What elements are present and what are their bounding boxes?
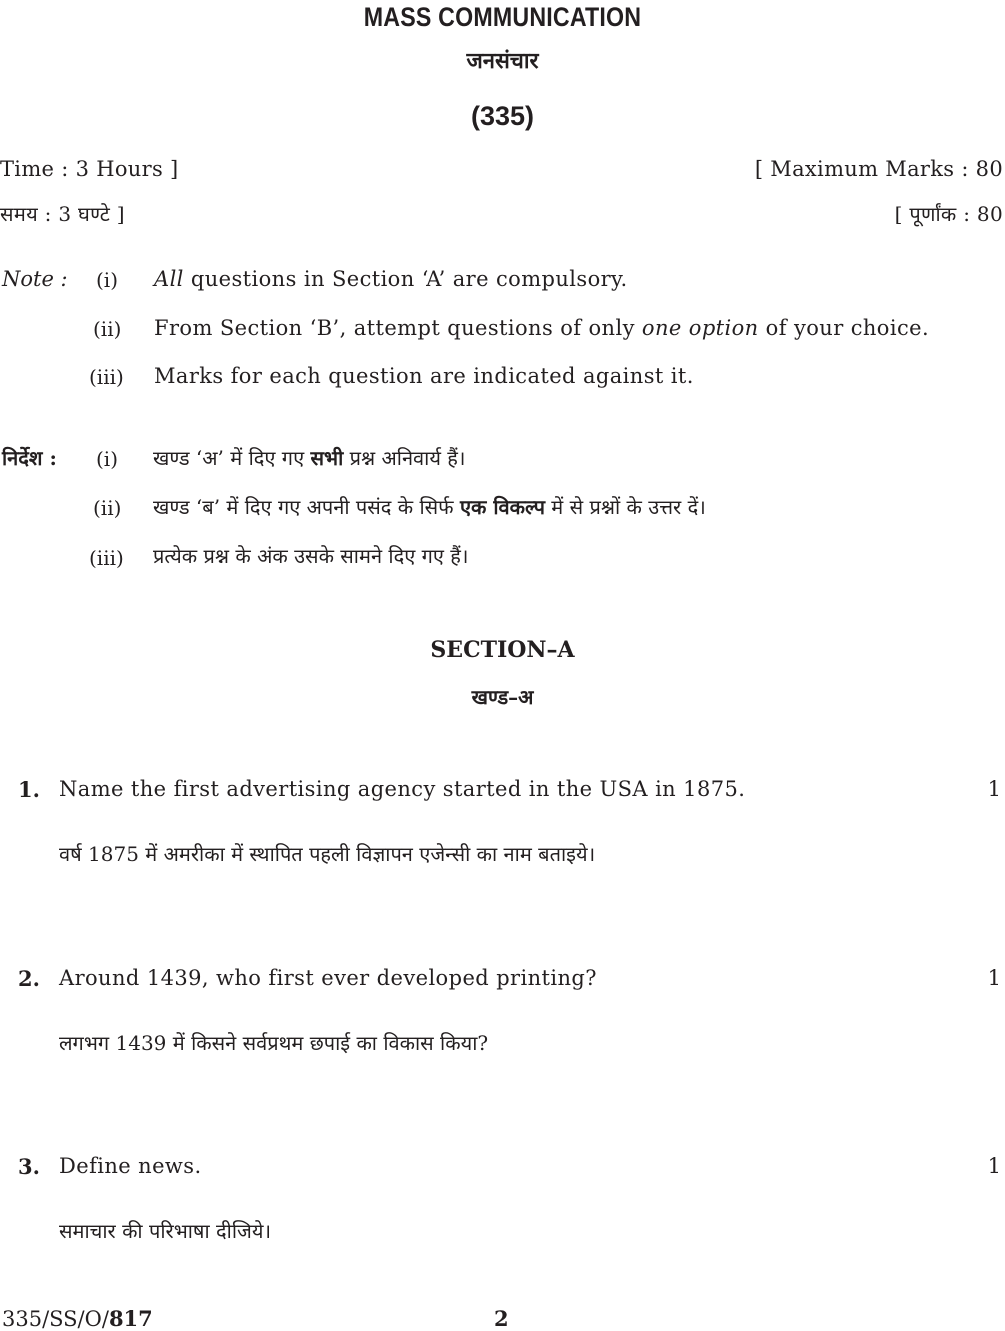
question-text-hindi: लगभग 1439 में किसने सर्वप्रथम छपाई का विकास किया?: [59, 1031, 489, 1055]
emphasis: एक विकल्प: [459, 495, 545, 519]
note-label: Note :: [2, 267, 68, 291]
question-marks: 1: [987, 966, 1001, 990]
note-item-2: From Section ‘B’, attempt questions of only one option of your choice.: [154, 316, 930, 340]
emphasis: All: [154, 267, 184, 291]
question-text-hindi: वर्ष 1875 में अमरीका में स्थापित पहली विज्ञापन एजेन्सी का नाम बताइये।: [59, 842, 596, 866]
question-number: 2.: [18, 966, 40, 991]
nirdesh-item-1: खण्ड ‘अ’ में दिए गए सभी प्रश्न अनिवार्य हैं।: [153, 446, 466, 470]
question-marks: 1: [987, 1154, 1001, 1178]
nirdesh-item-number: (iii): [89, 546, 124, 570]
time-hindi: समय : 3 घण्टे ]: [0, 202, 125, 226]
question-number: 1.: [18, 777, 40, 802]
nirdesh-item-3: प्रत्येक प्रश्न के अंक उसके सामने दिए गए हैं।: [153, 544, 469, 568]
section-title: SECTION–A: [430, 637, 575, 663]
question-marks: 1: [987, 777, 1001, 801]
paper-code: 335/SS/O/817: [2, 1306, 153, 1331]
max-marks-english: [ Maximum Marks : 80: [754, 157, 1003, 181]
question-number: 3.: [18, 1154, 40, 1179]
paper-title: MASS COMMUNICATION: [363, 2, 642, 32]
nirdesh-item-2: खण्ड ‘ब’ में दिए गए अपनी पसंद के सिर्फ एक विकल्प में से प्रश्नों के उत्तर दें।: [153, 495, 706, 519]
paper-title-hindi: जनसंचार: [466, 48, 539, 74]
nirdesh-item-number: (i): [96, 447, 119, 471]
note-item-3: Marks for each question are indicated against it.: [154, 364, 694, 388]
max-marks-hindi: [ पूर्णांक : 80: [894, 202, 1003, 226]
emphasis: सभी: [310, 446, 344, 470]
note-item-1: All questions in Section ‘A’ are compulsory.: [154, 267, 628, 291]
subject-code: (335): [470, 101, 535, 131]
note-item-number: (iii): [89, 365, 124, 389]
time-english: Time : 3 Hours ]: [0, 157, 179, 181]
question-text-hindi: समाचार की परिभाषा दीजिये।: [59, 1219, 272, 1243]
emphasis: one option: [641, 316, 759, 340]
page-number: 2: [494, 1306, 509, 1331]
nirdesh-item-number: (ii): [93, 496, 122, 520]
note-item-number: (i): [96, 268, 119, 292]
nirdesh-label: निर्देश :: [2, 446, 57, 470]
note-item-number: (ii): [93, 317, 122, 341]
question-text: Define news.: [59, 1154, 202, 1178]
section-title-hindi: खण्ड–अ: [471, 685, 534, 709]
question-text: Around 1439, who first ever developed printing?: [59, 966, 597, 990]
question-text: Name the first advertising agency started in the USA in 1875.: [59, 777, 746, 801]
